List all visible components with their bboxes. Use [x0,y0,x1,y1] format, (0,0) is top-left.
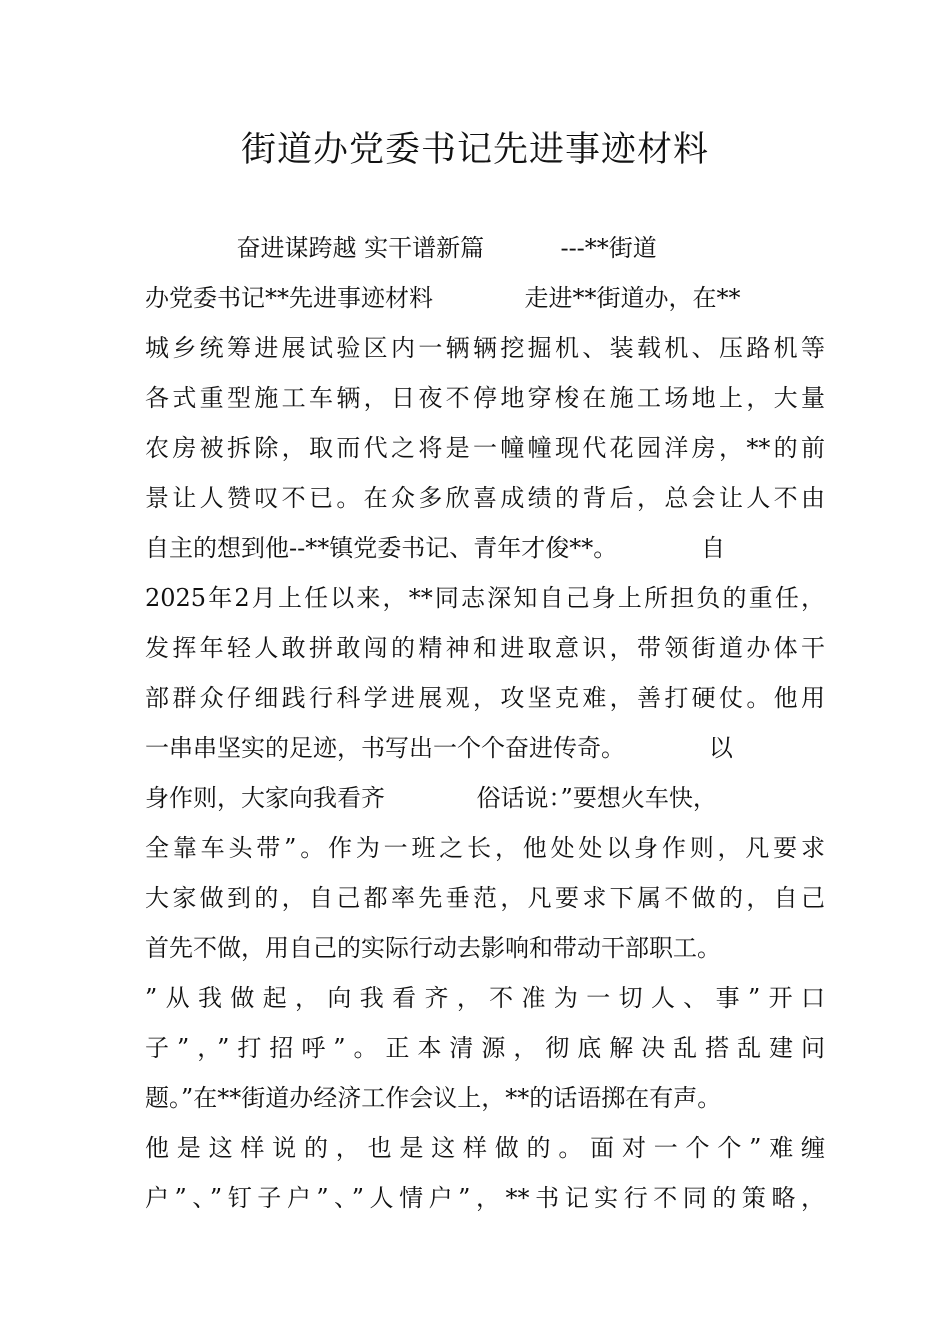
body-line: 办党委书记**先进事迹材料 走进**街道办，在** [145,284,741,312]
body-line: 首先不做，用自己的实际行动去影响和带动干部职工。 [145,934,721,962]
body-line: 大家做到的，自己都率先垂范，凡要求下属不做的，自己 [145,884,825,912]
body-line: 城乡统筹进展试验区内一辆辆挖掘机、装载机、压路机等 [145,334,825,362]
body-line: 子”，”打招呼”。正本清源，彻底解决乱搭乱建问 [145,1034,825,1062]
body-line: 一串串坚实的足迹，书写出一个个奋进传奇。 以 [145,734,733,762]
body-line: 自主的想到他--**镇党委书记、青年才俊**。 自 [145,534,726,562]
document-body [145,228,825,1228]
body-line: 身作则，大家向我看齐 俗话说：”要想火车快， [145,784,717,812]
body-line: ”从我做起，向我看齐，不准为一切人、事”开口 [145,984,825,1012]
body-line: 各式重型施工车辆，日夜不停地穿梭在施工场地上，大量 [145,384,825,412]
body-line: 部群众仔细践行科学进展观，攻坚克难，善打硬仗。他用 [145,684,825,712]
body-line: 发挥年轻人敢拼敢闯的精神和进取意识，带领街道办体干 [145,634,825,662]
body-line: 景让人赞叹不已。在众多欣喜成绩的背后，总会让人不由 [145,484,825,512]
body-line: 户”、”钉子户”、”人情户”，**书记实行不同的策略， [145,1184,825,1212]
body-line: 全靠车头带”。作为一班之长，他处处以身作则，凡要求 [145,834,825,862]
document-title: 街道办党委书记先进事迹材料 [240,130,709,170]
body-line: 农房被拆除，取而代之将是一幢幢现代花园洋房，**的前 [145,434,825,462]
body-line: 2025年2月上任以来，**同志深知自己身上所担负的重任， [145,584,825,612]
body-line: 奋进谋跨越 实干谱新篇 ---**街道 [145,234,657,262]
body-line: 他是这样说的，也是这样做的。面对一个个”难缠 [145,1134,825,1162]
body-line: 题。”在**街道办经济工作会议上，**的话语掷在有声。 [145,1084,722,1112]
